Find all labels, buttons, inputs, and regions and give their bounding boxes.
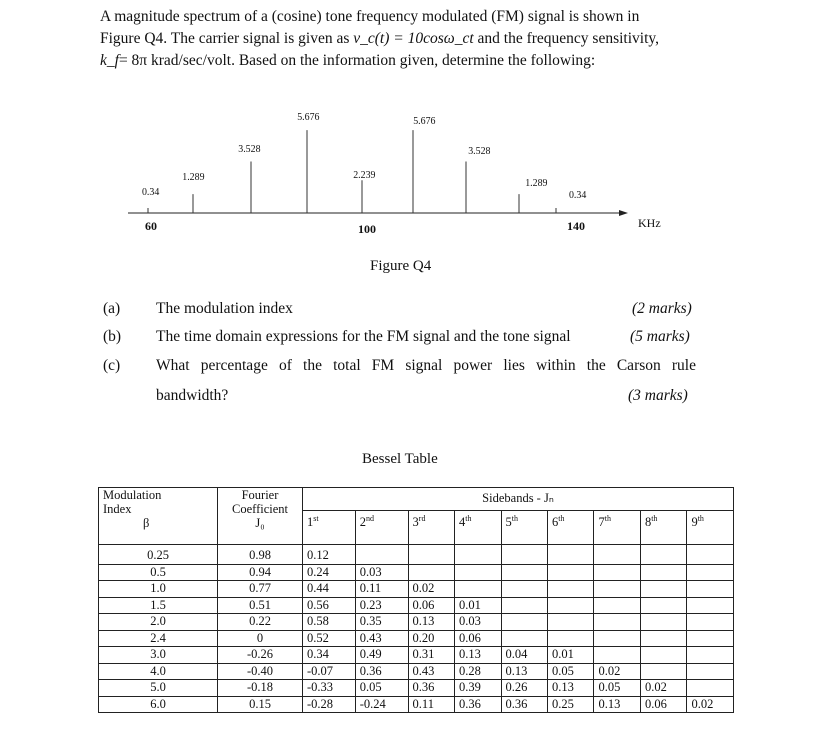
table-cell: 0.01 bbox=[547, 647, 593, 664]
sideband-order-header: 7th bbox=[594, 511, 640, 545]
item-marks: (2 marks) bbox=[628, 300, 692, 318]
table-cell: 0.26 bbox=[501, 680, 547, 697]
question-line-1: A magnitude spectrum of a (cosine) tone frequency modulated (FM) signal is shown in bbox=[100, 8, 640, 25]
table-cell: 0.51 bbox=[218, 597, 303, 614]
table-cell: 0.13 bbox=[501, 663, 547, 680]
table-cell: 0.02 bbox=[594, 663, 640, 680]
table-cell bbox=[501, 545, 547, 565]
table-cell bbox=[501, 597, 547, 614]
table-cell bbox=[687, 545, 734, 565]
table-cell bbox=[547, 630, 593, 647]
table-cell bbox=[547, 581, 593, 598]
spectral-line-label: 1.289 bbox=[525, 177, 548, 189]
table-cell: 0.13 bbox=[547, 680, 593, 697]
table-cell: 0.24 bbox=[303, 564, 356, 581]
table-row bbox=[99, 630, 734, 647]
item-marks: (3 marks) bbox=[628, 387, 688, 404]
table-cell bbox=[687, 680, 734, 697]
table-cell: -0.18 bbox=[218, 680, 303, 697]
table-cell bbox=[687, 647, 734, 664]
table-row bbox=[99, 597, 734, 614]
sideband-order-header: 9th bbox=[687, 511, 734, 545]
header-sidebands: Sidebands - Jₙ bbox=[303, 488, 734, 511]
header-fourier-coefficient: Fourier Coefficient J₀ bbox=[218, 488, 303, 545]
table-cell: 0.20 bbox=[408, 630, 454, 647]
spectral-line-label: 2.239 bbox=[353, 169, 376, 181]
sideband-order-header: 5th bbox=[501, 511, 547, 545]
table-cell: 0.06 bbox=[640, 696, 686, 713]
table-cell: 0.25 bbox=[547, 696, 593, 713]
axis-unit: KHz bbox=[638, 216, 661, 230]
table-cell: 0.03 bbox=[355, 564, 408, 581]
sideband-order-header: 6th bbox=[547, 511, 593, 545]
table-cell: 0.36 bbox=[501, 696, 547, 713]
table-cell: 0.28 bbox=[455, 663, 501, 680]
table-cell: 0.35 bbox=[355, 614, 408, 631]
item-text: What percentage of the total FM signal power lies within the Carson rule bbox=[156, 357, 696, 374]
table-row bbox=[99, 696, 734, 713]
table-cell bbox=[640, 614, 686, 631]
sideband-order-header: 1st bbox=[303, 511, 356, 545]
table-cell: 0.01 bbox=[455, 597, 501, 614]
spectrum-figure bbox=[0, 0, 829, 300]
table-cell: -0.33 bbox=[303, 680, 356, 697]
table-cell: 0.43 bbox=[408, 663, 454, 680]
item-text-cont: bandwidth? bbox=[156, 387, 229, 404]
spectral-line-label: 3.528 bbox=[238, 143, 261, 155]
table-cell bbox=[547, 545, 593, 565]
table-cell bbox=[594, 564, 640, 581]
carrier-equation: v_c(t) = 10cosω_ct bbox=[353, 30, 474, 47]
table-cell bbox=[547, 614, 593, 631]
table-cell: 5.0 bbox=[99, 680, 218, 697]
table-cell: 0.06 bbox=[408, 597, 454, 614]
axis-arrow-icon bbox=[619, 210, 628, 216]
table-cell bbox=[687, 597, 734, 614]
table-cell bbox=[355, 545, 408, 565]
table-cell: 0.02 bbox=[687, 696, 734, 713]
item-letter: (b) bbox=[103, 328, 122, 345]
sideband-order-header: 4th bbox=[455, 511, 501, 545]
table-cell: 0.22 bbox=[218, 614, 303, 631]
sideband-order-header: 8th bbox=[640, 511, 686, 545]
table-title: Bessel Table bbox=[362, 451, 438, 467]
table-cell: 0.39 bbox=[455, 680, 501, 697]
table-cell: 0.04 bbox=[501, 647, 547, 664]
table-row bbox=[99, 581, 734, 598]
table-cell bbox=[687, 581, 734, 598]
table-cell: 0.31 bbox=[408, 647, 454, 664]
spectral-line-label: 5.676 bbox=[297, 111, 320, 123]
table-cell: 0.13 bbox=[455, 647, 501, 664]
question-line-3: = 8π krad/sec/volt. Based on the information given, determine the following: bbox=[118, 52, 596, 69]
table-cell bbox=[687, 663, 734, 680]
table-cell bbox=[594, 597, 640, 614]
table-cell: -0.40 bbox=[218, 663, 303, 680]
table-cell: 1.0 bbox=[99, 581, 218, 598]
table-cell: 3.0 bbox=[99, 647, 218, 664]
sideband-order-header: 3rd bbox=[408, 511, 454, 545]
table-cell bbox=[501, 614, 547, 631]
table-cell: 0.05 bbox=[547, 663, 593, 680]
table-cell bbox=[455, 545, 501, 565]
table-cell bbox=[594, 545, 640, 565]
item-letter: (a) bbox=[103, 300, 121, 317]
table-cell: -0.26 bbox=[218, 647, 303, 664]
item-letter: (c) bbox=[103, 357, 121, 374]
table-cell: 0.25 bbox=[99, 545, 218, 565]
table-cell bbox=[594, 630, 640, 647]
table-cell: 0.03 bbox=[455, 614, 501, 631]
table-cell bbox=[594, 614, 640, 631]
table-cell: 0.36 bbox=[408, 680, 454, 697]
item-marks: (5 marks) bbox=[626, 328, 690, 346]
table-cell: 0.15 bbox=[218, 696, 303, 713]
table-cell bbox=[687, 614, 734, 631]
table-cell bbox=[547, 597, 593, 614]
table-cell: -0.07 bbox=[303, 663, 356, 680]
table-row bbox=[99, 680, 734, 697]
header-modulation-index: Modulation Index β bbox=[99, 488, 218, 545]
table-cell: 0.34 bbox=[303, 647, 356, 664]
table-row bbox=[99, 647, 734, 664]
table-cell: 0.94 bbox=[218, 564, 303, 581]
table-cell: 0.11 bbox=[355, 581, 408, 598]
spectral-line-label: 1.289 bbox=[182, 171, 205, 183]
table-cell: 2.0 bbox=[99, 614, 218, 631]
axis-label-140: 140 bbox=[567, 219, 585, 233]
axis-label-60: 60 bbox=[145, 219, 157, 233]
table-cell: 0.13 bbox=[594, 696, 640, 713]
table-cell bbox=[640, 597, 686, 614]
table-row bbox=[99, 545, 734, 565]
table-cell: 0.06 bbox=[455, 630, 501, 647]
table-cell: 4.0 bbox=[99, 663, 218, 680]
table-cell: 0.05 bbox=[355, 680, 408, 697]
table-cell: 0.77 bbox=[218, 581, 303, 598]
table-cell: 0.44 bbox=[303, 581, 356, 598]
axis-label-100: 100 bbox=[358, 222, 376, 236]
table-cell: 0.05 bbox=[594, 680, 640, 697]
table-cell bbox=[547, 564, 593, 581]
sideband-order-header: 2nd bbox=[355, 511, 408, 545]
table-cell bbox=[594, 647, 640, 664]
table-cell bbox=[501, 630, 547, 647]
item-text: The time domain expressions for the FM signal and the tone signal bbox=[156, 328, 571, 345]
table-cell: 0.49 bbox=[355, 647, 408, 664]
table-cell bbox=[455, 564, 501, 581]
table-row bbox=[99, 663, 734, 680]
table-cell bbox=[455, 581, 501, 598]
table-cell: 0.11 bbox=[408, 696, 454, 713]
table-cell: 0 bbox=[218, 630, 303, 647]
table-cell: 0.02 bbox=[640, 680, 686, 697]
table-cell: 0.56 bbox=[303, 597, 356, 614]
table-cell bbox=[640, 581, 686, 598]
table-cell: 1.5 bbox=[99, 597, 218, 614]
question-line-2: Figure Q4. The carrier signal is given as bbox=[100, 30, 354, 47]
figure-caption: Figure Q4 bbox=[370, 258, 432, 274]
table-cell bbox=[687, 564, 734, 581]
table-cell: 2.4 bbox=[99, 630, 218, 647]
table-cell: 0.12 bbox=[303, 545, 356, 565]
table-cell: 0.5 bbox=[99, 564, 218, 581]
table-cell: 0.02 bbox=[408, 581, 454, 598]
table-cell bbox=[640, 663, 686, 680]
table-cell bbox=[501, 564, 547, 581]
table-cell: 0.36 bbox=[455, 696, 501, 713]
spectral-line-label: 0.34 bbox=[141, 186, 160, 198]
table-cell bbox=[640, 647, 686, 664]
table-cell: 0.58 bbox=[303, 614, 356, 631]
table-cell: 0.43 bbox=[355, 630, 408, 647]
table-cell: 0.36 bbox=[355, 663, 408, 680]
table-cell: -0.28 bbox=[303, 696, 356, 713]
bessel-table bbox=[98, 487, 734, 713]
table-cell bbox=[687, 630, 734, 647]
kf-symbol: k_f bbox=[100, 52, 119, 69]
table-row bbox=[99, 614, 734, 631]
table-cell: 0.52 bbox=[303, 630, 356, 647]
table-cell bbox=[408, 545, 454, 565]
item-text: The modulation index bbox=[156, 300, 293, 317]
table-cell bbox=[501, 581, 547, 598]
table-row bbox=[99, 564, 734, 581]
table-cell bbox=[640, 545, 686, 565]
spectral-line-label: 5.676 bbox=[413, 115, 436, 127]
table-cell: 0.13 bbox=[408, 614, 454, 631]
table-cell: 0.23 bbox=[355, 597, 408, 614]
table-cell bbox=[594, 581, 640, 598]
table-cell: 0.98 bbox=[218, 545, 303, 565]
table-cell bbox=[640, 630, 686, 647]
table-cell: -0.24 bbox=[355, 696, 408, 713]
table-cell: 6.0 bbox=[99, 696, 218, 713]
question-line-2b: and the frequency sensitivity, bbox=[473, 30, 660, 47]
table-cell bbox=[640, 564, 686, 581]
table-cell bbox=[408, 564, 454, 581]
spectral-line-label: 0.34 bbox=[568, 189, 587, 201]
spectral-line-label: 3.528 bbox=[468, 145, 491, 157]
